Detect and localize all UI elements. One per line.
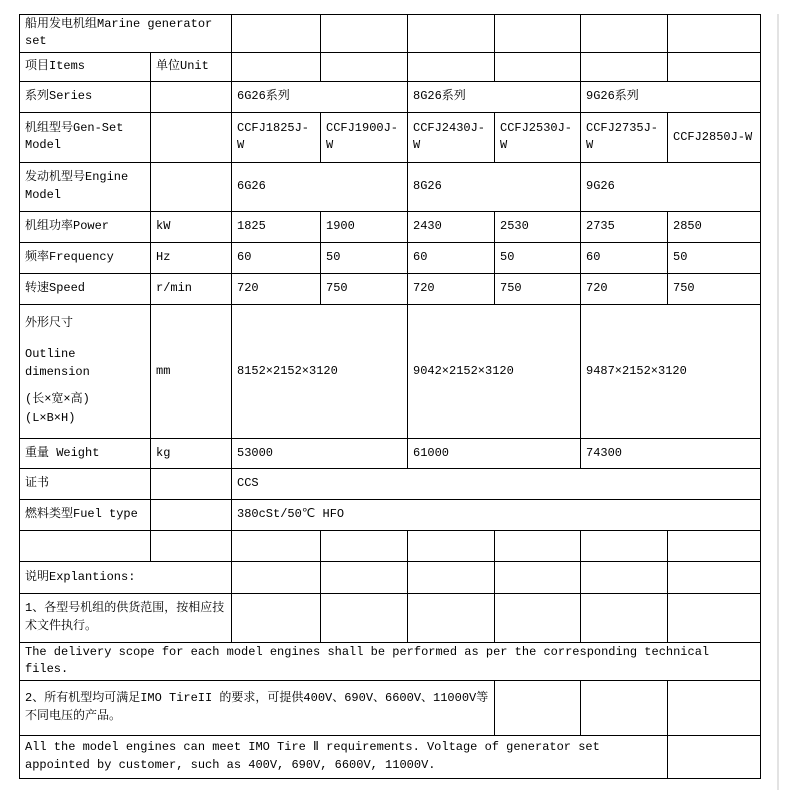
- empty-cell: [581, 52, 668, 81]
- row-frequency: [20, 242, 761, 273]
- frequency-label: 频率Frequency: [20, 242, 151, 273]
- speed-value-5: 720: [581, 273, 668, 304]
- empty-cell: [232, 52, 321, 81]
- empty-cell: [495, 15, 581, 53]
- row-spacer: [20, 530, 761, 561]
- empty-cell: [408, 530, 495, 561]
- speed-value-3: 720: [408, 273, 495, 304]
- row-genset-model: [20, 112, 761, 162]
- empty-cell: [581, 680, 668, 735]
- power-value-6: 2850: [668, 211, 761, 242]
- row-power: [20, 211, 761, 242]
- frequency-value-2: 50: [321, 242, 408, 273]
- frequency-value-5: 60: [581, 242, 668, 273]
- empty-cell: [668, 530, 761, 561]
- speed-value-1: 720: [232, 273, 321, 304]
- row-speed: [20, 273, 761, 304]
- empty-cell: [495, 530, 581, 561]
- row-header: [20, 52, 761, 81]
- empty-cell: [151, 468, 232, 499]
- items-header: 项目Items: [20, 52, 151, 81]
- unit-header: 单位Unit: [151, 52, 232, 81]
- row-note2-en: [20, 735, 761, 778]
- series-value-2: 8G26系列: [408, 81, 581, 112]
- outline-value-3: 9487×2152×3120: [581, 304, 761, 438]
- empty-cell: [668, 52, 761, 81]
- empty-cell: [321, 15, 408, 53]
- empty-cell: [151, 112, 232, 162]
- speed-value-6: 750: [668, 273, 761, 304]
- power-value-3: 2430: [408, 211, 495, 242]
- series-label: 系列Series: [20, 81, 151, 112]
- frequency-unit: Hz: [151, 242, 232, 273]
- speed-value-2: 750: [321, 273, 408, 304]
- empty-cell: [232, 561, 321, 593]
- row-note1-zh: [20, 593, 761, 642]
- row-certificate: [20, 468, 761, 499]
- outline-label-lwh-zh: (长×宽×高): [25, 391, 90, 406]
- series-value-3: 9G26系列: [581, 81, 761, 112]
- empty-cell: [321, 593, 408, 642]
- empty-cell: [408, 15, 495, 53]
- row-outline-dimension: [20, 304, 761, 438]
- row-weight: [20, 438, 761, 468]
- empty-cell: [581, 530, 668, 561]
- power-unit: kW: [151, 211, 232, 242]
- note2-zh: 2、所有机型均可满足IMO TireII 的要求，可提供400V、690V、6600V、11000V等不同电压的产品。: [20, 680, 495, 735]
- outline-value-2: 9042×2152×3120: [408, 304, 581, 438]
- empty-cell: [668, 15, 761, 53]
- empty-cell: [581, 15, 668, 53]
- weight-unit: kg: [151, 438, 232, 468]
- empty-cell: [232, 15, 321, 53]
- genset-model-label: 机组型号Gen-Set Model: [20, 112, 151, 162]
- genset-model-value-5: CCFJ2735J-W: [581, 112, 668, 162]
- weight-value-2: 61000: [408, 438, 581, 468]
- row-note1-en: [20, 642, 761, 680]
- frequency-value-4: 50: [495, 242, 581, 273]
- outline-unit: mm: [151, 304, 232, 438]
- explanations-heading: 说明Explantions:: [20, 561, 232, 593]
- page: [0, 14, 788, 790]
- fuel-type-label: 燃料类型Fuel type: [20, 499, 151, 530]
- empty-cell: [495, 52, 581, 81]
- series-value-1: 6G26系列: [232, 81, 408, 112]
- empty-cell: [495, 593, 581, 642]
- power-value-1: 1825: [232, 211, 321, 242]
- empty-cell: [668, 561, 761, 593]
- row-title: [20, 15, 761, 53]
- page-edge-divider: [777, 14, 779, 790]
- table-title: 船用发电机组Marine generator set: [20, 15, 232, 53]
- empty-cell: [321, 561, 408, 593]
- empty-cell: [668, 593, 761, 642]
- empty-cell: [668, 680, 761, 735]
- empty-cell: [232, 593, 321, 642]
- empty-cell: [151, 499, 232, 530]
- power-value-2: 1900: [321, 211, 408, 242]
- empty-cell: [321, 530, 408, 561]
- speed-value-4: 750: [495, 273, 581, 304]
- weight-value-1: 53000: [232, 438, 408, 468]
- empty-cell: [408, 593, 495, 642]
- weight-value-3: 74300: [581, 438, 761, 468]
- frequency-value-6: 50: [668, 242, 761, 273]
- row-fuel-type: [20, 499, 761, 530]
- empty-cell: [581, 561, 668, 593]
- weight-label: 重量 Weight: [20, 438, 151, 468]
- empty-cell: [321, 52, 408, 81]
- note1-zh: 1、各型号机组的供货范围，按相应技术文件执行。: [20, 593, 232, 642]
- row-engine-model: [20, 162, 761, 211]
- power-label: 机组功率Power: [20, 211, 151, 242]
- speed-label: 转速Speed: [20, 273, 151, 304]
- genset-model-value-4: CCFJ2530J-W: [495, 112, 581, 162]
- empty-cell: [408, 52, 495, 81]
- speed-unit: r/min: [151, 273, 232, 304]
- certificate-label: 证书: [20, 468, 151, 499]
- empty-cell: [581, 593, 668, 642]
- genset-model-value-3: CCFJ2430J-W: [408, 112, 495, 162]
- empty-cell: [151, 162, 232, 211]
- row-note2-zh: [20, 680, 761, 735]
- outline-dimension-label: [20, 304, 151, 438]
- row-explanations-heading: [20, 561, 761, 593]
- engine-model-value-3: 9G26: [581, 162, 761, 211]
- engine-model-label: 发动机型号Engine Model: [20, 162, 151, 211]
- outline-label-zh: 外形尺寸: [25, 315, 74, 330]
- genset-model-value-1: CCFJ1825J-W: [232, 112, 321, 162]
- outline-label-en: Outline dimension: [25, 347, 90, 379]
- empty-cell: [151, 81, 232, 112]
- empty-cell: [20, 530, 151, 561]
- genset-model-value-6: CCFJ2850J-W: [668, 112, 761, 162]
- marine-generator-spec-table: [19, 14, 761, 779]
- outline-value-1: 8152×2152×3120: [232, 304, 408, 438]
- frequency-value-1: 60: [232, 242, 321, 273]
- outline-label-lwh-en: (L×B×H): [25, 411, 76, 426]
- certificate-value: CCS: [232, 468, 761, 499]
- row-series: [20, 81, 761, 112]
- note2-en: All the model engines can meet IMO Tire Ⅱ requirements. Voltage of generator set appointed by customer, such as 400V, 690V, 6600V, 11000V.: [20, 735, 668, 778]
- empty-cell: [495, 680, 581, 735]
- power-value-4: 2530: [495, 211, 581, 242]
- empty-cell: [668, 735, 761, 778]
- genset-model-value-2: CCFJ1900J-W: [321, 112, 408, 162]
- empty-cell: [495, 561, 581, 593]
- frequency-value-3: 60: [408, 242, 495, 273]
- engine-model-value-1: 6G26: [232, 162, 408, 211]
- fuel-type-value: 380cSt/50℃ HFO: [232, 499, 761, 530]
- empty-cell: [232, 530, 321, 561]
- engine-model-value-2: 8G26: [408, 162, 581, 211]
- note1-en: The delivery scope for each model engines shall be performed as per the corresponding technical files.: [20, 642, 761, 680]
- empty-cell: [408, 561, 495, 593]
- power-value-5: 2735: [581, 211, 668, 242]
- empty-cell: [151, 530, 232, 561]
